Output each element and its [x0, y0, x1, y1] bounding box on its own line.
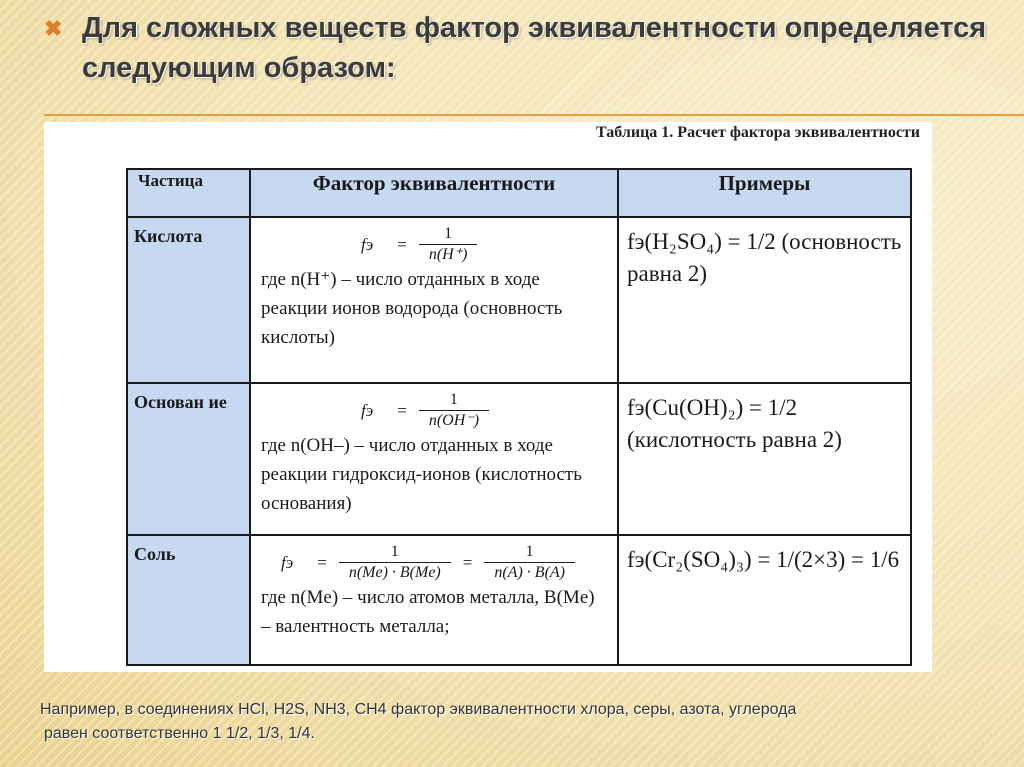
formula-symbol: fэ [361, 235, 374, 254]
factor-formula: fэ = $\frac{1}{n(OH^-)}$ [361, 390, 607, 431]
factor-description: где n(Me) – число атомов металла, B(Me) – валентность металла; [261, 587, 595, 637]
table-row [127, 383, 911, 535]
example-cell: fэ(Cu(OH)₂) = 1/2 (кислотность равна 2) [618, 383, 911, 535]
fraction-numerator: 1 [390, 543, 399, 560]
fraction-denominator: n(H⁺) [419, 244, 478, 265]
fraction-numerator: 1 [444, 225, 453, 242]
fraction-denominator: n(OH⁻) [419, 410, 489, 431]
factor-formula: fэ = $\frac{1}{n(Me) \cdot B(Me)}$ = $\frac{1}{n(A) \cdot B(A)}$ [281, 542, 607, 583]
note-line-1: Например, в соединениях HCl, H2S, NH3, CH4 фактор эквивалентности хлора, серы, азота, углерода [40, 701, 797, 718]
fraction [484, 542, 575, 583]
fraction-denominator: n(Me) · B(Me) [339, 562, 451, 583]
title-block [44, 8, 1004, 88]
table-row [127, 535, 911, 665]
divider [44, 114, 1024, 116]
fraction-numerator: 1 [525, 543, 534, 560]
row-name: Основан ие [127, 383, 250, 535]
header-examples: Примеры [618, 169, 911, 217]
row-name: Кислота [127, 217, 250, 383]
table-row [127, 217, 911, 383]
equivalence-table [126, 168, 912, 666]
fraction [419, 224, 478, 265]
note-line-2: равен соответственно 1 1/2, 1/3, 1/4. [44, 725, 315, 742]
table-header-row [127, 169, 911, 217]
header-factor: Фактор эквивалентности [250, 169, 618, 217]
formula-symbol: fэ [281, 553, 294, 572]
row-name: Соль [127, 535, 250, 665]
formula-symbol: fэ [361, 401, 374, 420]
fraction-numerator: 1 [449, 391, 458, 408]
factor-description: где n(H⁺) – число отданных в ходе реакции ионов водорода (основность кислоты) [261, 269, 563, 348]
example-cell: fэ(Cr₂(SO₄)₃) = 1/(2×3) = 1/6 [618, 535, 911, 665]
factor-cell [250, 383, 618, 535]
table-image [44, 122, 932, 672]
table-caption: Таблица 1. Расчет фактора эквивалентности [596, 124, 920, 141]
example-cell: fэ(H₂SO₄) = 1/2 (основность равна 2) [618, 217, 911, 383]
fraction-denominator: n(A) · B(A) [484, 562, 575, 583]
slide-title: Для сложных веществ фактор эквивалентности определяется следующим образом: [82, 12, 987, 84]
factor-cell [250, 535, 618, 665]
fraction [339, 542, 451, 583]
factor-description: где n(OH–) – число отданных в ходе реакции гидроксид-ионов (кислотность основания) [261, 435, 582, 514]
example-note [40, 698, 1000, 746]
header-particle: Частица [127, 169, 250, 217]
bullet-icon: ✖ [44, 16, 63, 41]
fraction [419, 390, 489, 431]
factor-cell [250, 217, 618, 383]
factor-formula: fэ = $\frac{1}{n(H^+)}$ [361, 224, 607, 265]
